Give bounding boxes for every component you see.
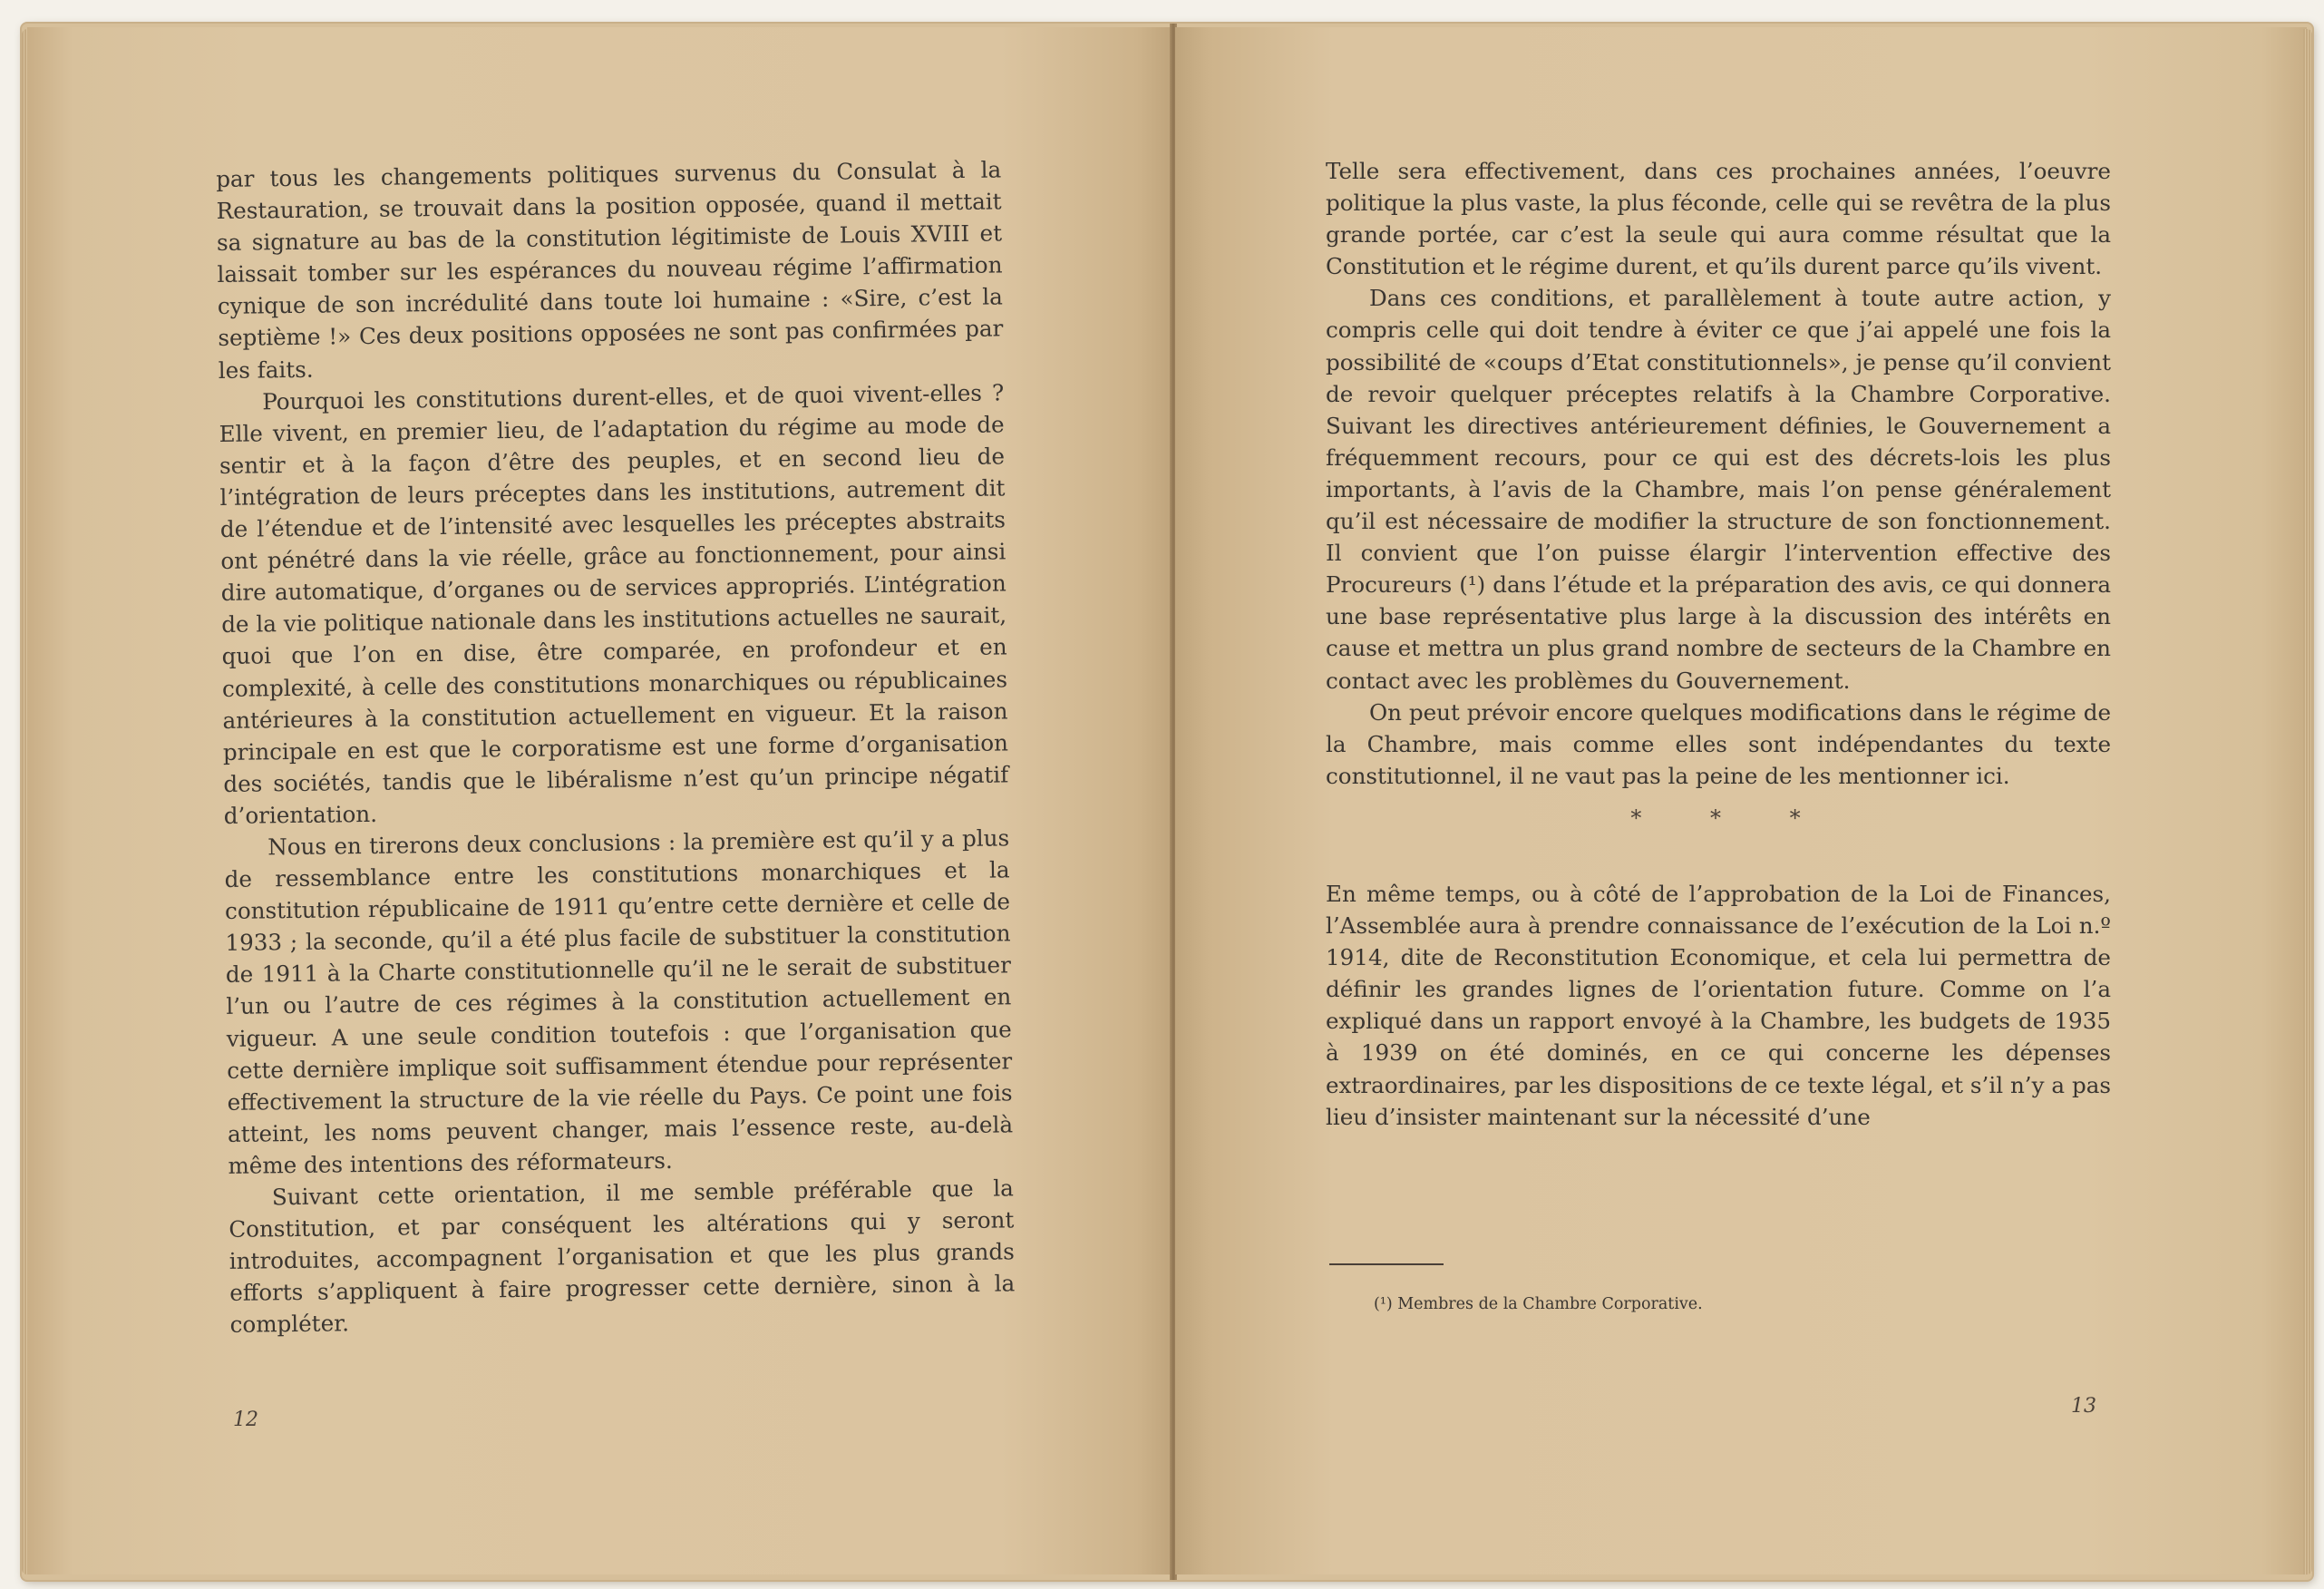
footnote-rule [1329, 1263, 1444, 1265]
left-paragraph-2: Pourquoi les constitutions durent-elles, et de quoi vivent-elles ? Elle vivent, en premier lieu, de l’adaptation du régime au mode de sentir et à la façon d’être des peuples, et en second lieu de l’intégration de leurs préceptes dans les institutions, autrement dit de l’étendue et de l’intensité avec lesquelles les préceptes abstraits ont pénétré dans la vie réelle, grâce au fonctionnement, pour ainsi dire automatique, d’organes ou de services appropriés. L’intégration de la vie politique nationale dans les institutions actuelles ne saurait, quoi que l’on en dise, être comparée, en profondeur et en complexité, à celle des constitutions monarchiques ou républicaines antérieures à la constitution actuellement en vigueur. Et la raison principale en est que le corporatisme est une forme d’organisation des sociétés, tandis que le libéralisme n’est qu’un principe négatif d’orientation. [219, 379, 1009, 829]
page-edges-right [2303, 29, 2312, 1574]
left-paragraph-4: Suivant cette orientation, il me semble préférable que la Constitution, et par conséquent les altérations qui y seront introduites, accompagnent l’organisation et que les plus grands efforts s’appliquent à faire progresser cette dernière, sinon à la compléter. [229, 1175, 1016, 1339]
right-paragraph-2: Dans ces conditions, et parallèlement à toute autre action, y compris celle qui doit tendre à éviter ce que j’ai appelé une fois la possibilité de «coups d’Etat constitutionnels», je pense qu’il convient de revoir quelquer préceptes relatifs à la Chambre Corporative. Suivant les directives antérieurement définies, le Gouvernement a fréquemment recours, pour ce qui est des décrets-lois les plus importants, à l’avis de la Chambre, mais l’on pense généralement qu’il est nécessaire de modifier la structure de son fonctionnement. Il convient que l’on puisse élargir l’intervention effective des Procureurs (¹) dans l’étude et la préparation des avis, ce qui donnera une base représentative plus large à la discussion des intérêts en cause et mettra un plus grand nombre de secteurs de la Chambre en contact avec les problèmes du Gouvernement. [1326, 285, 2111, 694]
right-paragraph-1: Telle sera effectivement, dans ces prochaines années, l’oeuvre politique la plus vaste, la plus féconde, celle qui se revêtra de la plus grande portée, car c’est la seule qui aura comme résultat que la Constitution et le régime durent, et qu’ils durent parce qu’ils vivent. [1326, 158, 2111, 280]
section-separator: * * * [1630, 804, 1832, 831]
right-page-body [1326, 155, 2111, 1133]
left-page-body [216, 153, 1016, 1340]
page-number-right: 13 [2071, 1395, 2096, 1418]
right-paragraph-3: On peut prévoir encore quelques modifications dans le régime de la Chambre, mais comme elles sont indépendantes du texte constitutionnel, il ne vaut pas la peine de les mentionner ici. [1326, 698, 2111, 789]
left-paragraph-3: Nous en tirerons deux conclusions : la première est qu’il y a plus de ressemblance entre les constitutions monarchiques et la constitution républicaine de 1911 qu’entre cette dernière et celle de 1933 ; la seconde, qu’il a été plus facile de substituer la constitution de 1911 à la Charte constitutionnelle qu’il ne le serait de substituer l’un ou l’autre de ces régimes à la constitution actuellement en vigueur. A une seule condition toutefois : que l’organisation que cette dernière implique soit suffisamment étendue pour représenter effectivement la structure de la vie réelle du Pays. Ce point une fois atteint, les noms peuvent changer, mais l’essence reste, au-delà même des intentions des réformateurs. [224, 824, 1014, 1179]
left-paragraph-1: par tous les changements politiques survenus du Consulat à la Restauration, se trouvait dans la position opposée, quand il mettait sa signature au bas de la constitution légitimiste de Louis XVIII et laissait tomber sur les espérances du nouveau régime l’affirmation cynique de son incrédulité dans toute loi humaine : «Sire, c’est la septième !» Ces deux positions opposées ne sont pas confirmées par les faits. [216, 156, 1004, 384]
footnote: (¹) Membres de la Chambre Corporative. [1374, 1295, 1703, 1313]
right-paragraph-4: En même temps, ou à côté de l’approbation de la Loi de Finances, l’Assemblée aura à prendre connaissance de l’exécution de la Loi n.º 1914, dite de Reconstitution Economique, et cela lui permettra de définir les grandes lignes de l’orientation future. Comme on l’a expliqué dans un rapport envoyé à la Chambre, les budgets de 1935 à 1939 on été dominés, en ce qui concerne les dépenses extraordinaires, par les dispositions de ce texte légal, et s’il n’y a pas lieu d’insister maintenant sur la nécessité d’une [1326, 880, 2111, 1130]
page-number-left: 12 [233, 1409, 258, 1431]
